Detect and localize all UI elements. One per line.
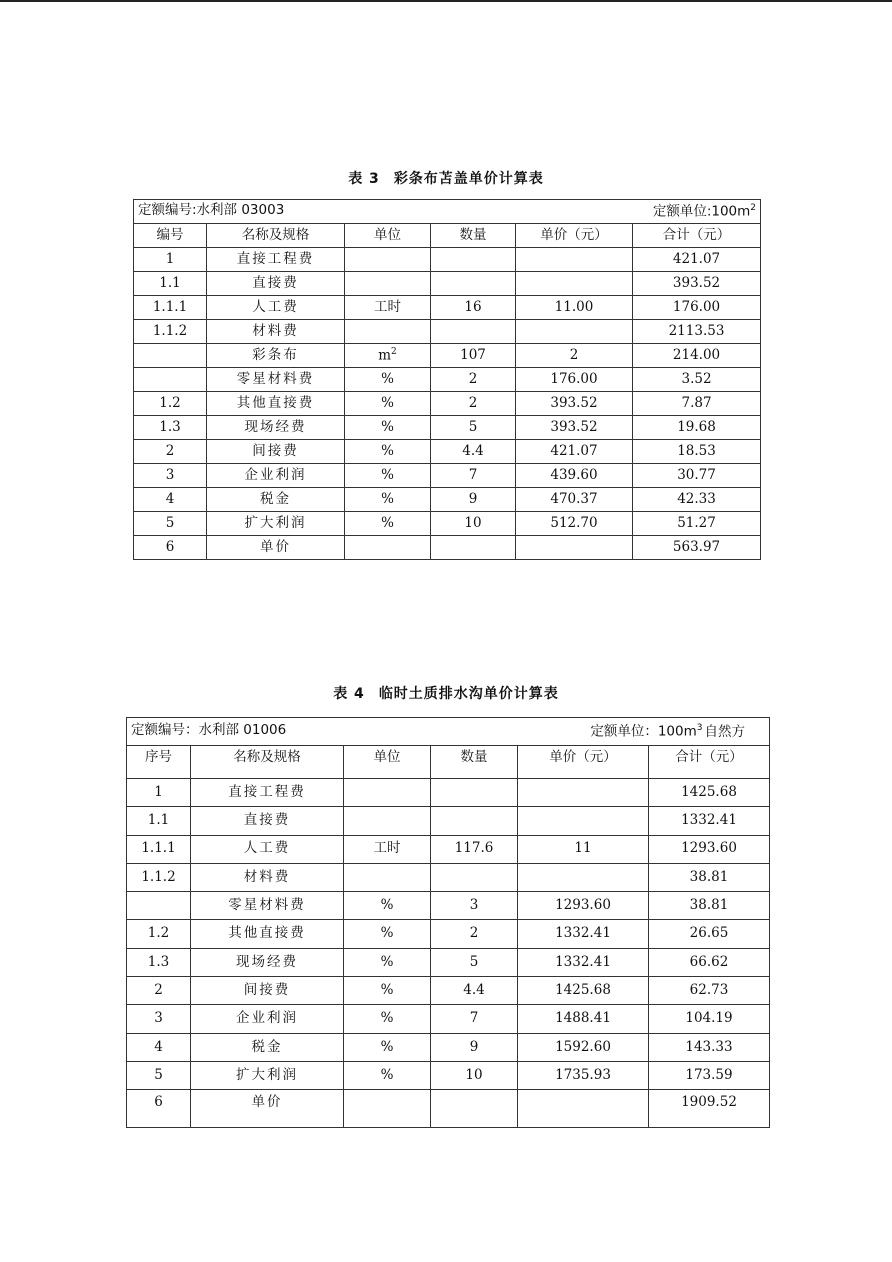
table4-row-number-cell: 1.2 [127,920,191,948]
table3-row-number-cell: 1.1.2 [134,320,207,344]
table3-header-cell: 合计（元） [633,224,761,248]
table3-quantity-cell: 4.4 [431,440,516,464]
page-top-border [0,0,892,2]
table3-row [134,392,761,416]
table4-unit-cell: % [344,1033,431,1061]
table4-item-name-cell: 直接费 [191,807,344,835]
table4-unit-cell: % [344,977,431,1005]
table4-item-name-cell: 单价 [191,1090,344,1128]
table4-meta-row [127,718,770,746]
table4-total-cell: 1425.68 [649,779,770,807]
table4-unit-price-cell: 11 [518,835,649,863]
table4-row [127,779,770,807]
table4-row [127,1061,770,1089]
table3-row [134,464,761,488]
table4-unit-price-cell: 1332.41 [518,948,649,976]
table4-caption [0,683,892,703]
table4-unit-cell [344,863,431,891]
table3-header-row [134,224,761,248]
table4-total-cell: 38.81 [649,863,770,891]
table3-total-cell: 3.52 [633,368,761,392]
table3-unit-cell [345,248,431,272]
table3-item-name-cell: 直接工程费 [207,248,345,272]
table3-unit-price-cell: 11.00 [516,296,633,320]
table4-item-name-cell: 间接费 [191,977,344,1005]
table4-row [127,920,770,948]
table4-header-row [127,746,770,779]
table4-unit-price-cell: 1488.41 [518,1005,649,1033]
table4-row-number-cell: 1 [127,779,191,807]
table3-header-cell: 编号 [134,224,207,248]
table4-total-cell: 26.65 [649,920,770,948]
table4-row [127,948,770,976]
table3-row-number-cell: 1.2 [134,392,207,416]
table3-row [134,344,761,368]
table4-unit-price-cell: 1425.68 [518,977,649,1005]
table3-unit-price-cell: 393.52 [516,392,633,416]
table3-total-cell: 563.97 [633,536,761,560]
table3-header-cell: 单价（元） [516,224,633,248]
table3-row [134,536,761,560]
table4-caption-number: 表 4 [333,686,365,702]
table4-unit-price-cell: 1592.60 [518,1033,649,1061]
table4-header-cell: 数量 [431,746,518,779]
table4-quantity-cell: 4.4 [431,977,518,1005]
table4 [126,717,770,1128]
table3-row [134,248,761,272]
table3-total-cell: 42.33 [633,488,761,512]
table3-unit-price-cell [516,248,633,272]
table4-row [127,1033,770,1061]
table3-quantity-cell: 5 [431,416,516,440]
table3-row-number-cell: 1.1 [134,272,207,296]
table3-row [134,488,761,512]
table3-quota-unit: 定额单位$:100m^2$ [652,203,757,220]
table4-row [127,807,770,835]
table4-quantity-cell [431,807,518,835]
table3-unit-cell: % [345,392,431,416]
table4-quantity-cell: 9 [431,1033,518,1061]
table3-row-number-cell: 1.3 [134,416,207,440]
table4-header-cell: 合计（元） [649,746,770,779]
table3-unit-cell: % [345,368,431,392]
table4-header-cell: 单价（元） [518,746,649,779]
table3-row [134,512,761,536]
table3-total-cell: 176.00 [633,296,761,320]
table3-item-name-cell: 企业利润 [207,464,345,488]
table4-item-name-cell: 现场经费 [191,948,344,976]
table4-row [127,1090,770,1128]
table4-item-name-cell: 企业利润 [191,1005,344,1033]
table4-quantity-cell: 117.6 [431,835,518,863]
table3-quota-number: 定额编号:水利部 03003 [138,202,285,218]
table4-quantity-cell [431,863,518,891]
table3-caption-number: 表 3 [348,171,380,187]
table3-quantity-cell: 2 [431,368,516,392]
table3-row [134,416,761,440]
table3-row-number-cell: 1 [134,248,207,272]
table3-unit-price-cell: 393.52 [516,416,633,440]
table3-unit-cell [345,320,431,344]
table4-row-number-cell: 2 [127,977,191,1005]
table4-row-number-cell: 5 [127,1061,191,1089]
table3-quantity-cell [431,248,516,272]
table4-row-number-cell: 3 [127,1005,191,1033]
table4-quantity-cell [431,779,518,807]
table3-row-number-cell: 6 [134,536,207,560]
table3-quantity-cell: 7 [431,464,516,488]
table3-item-name-cell: 材料费 [207,320,345,344]
table3-item-name-cell: 间接费 [207,440,345,464]
table4-unit-cell: % [344,948,431,976]
table3-unit-cell: % [345,488,431,512]
table3-quantity-cell: 9 [431,488,516,512]
table3-unit-price-cell: 176.00 [516,368,633,392]
table3-unit-price-cell [516,272,633,296]
table4-unit-price-cell: 1332.41 [518,920,649,948]
table3-unit-cell: % [345,512,431,536]
table4-unit-cell: % [344,1061,431,1089]
table3-row-number-cell: 1.1.1 [134,296,207,320]
table4-row-number-cell: 1.1 [127,807,191,835]
table3-row [134,320,761,344]
table4-row [127,977,770,1005]
table3-quantity-cell: 2 [431,392,516,416]
table4-total-cell: 1332.41 [649,807,770,835]
table3-row [134,368,761,392]
table3-item-name-cell: 彩条布 [207,344,345,368]
table3-unit-cell [345,272,431,296]
table3-row-number-cell: 3 [134,464,207,488]
table3-total-cell: 51.27 [633,512,761,536]
table4-header-cell: 名称及规格 [191,746,344,779]
table3-unit-price-cell: 470.37 [516,488,633,512]
table3-caption [0,168,892,188]
table4-total-cell: 143.33 [649,1033,770,1061]
table3-meta-row [134,200,761,224]
table4-item-name-cell: 税金 [191,1033,344,1061]
table4-header-cell: 序号 [127,746,191,779]
table4-row-number-cell [127,892,191,920]
table4-row-number-cell: 6 [127,1090,191,1128]
table3-unit-price-cell: 512.70 [516,512,633,536]
table3-row-number-cell: 4 [134,488,207,512]
table4-quantity-cell: 2 [431,920,518,948]
table3-row-number-cell: 2 [134,440,207,464]
table3-total-cell: 7.87 [633,392,761,416]
table3-unit-cell: $m^2$ [345,344,431,368]
table3-unit-price-cell: 2 [516,344,633,368]
table4-item-name-cell: 零星材料费 [191,892,344,920]
table3-row [134,272,761,296]
table3-item-name-cell: 其他直接费 [207,392,345,416]
table3-header-cell: 数量 [431,224,516,248]
table3-quantity-cell [431,272,516,296]
table3-unit-cell: % [345,440,431,464]
table4-total-cell: 1293.60 [649,835,770,863]
table4-unit-price-cell [518,1090,649,1128]
table4-total-cell: 62.73 [649,977,770,1005]
table4-quantity-cell [431,1090,518,1128]
table4-quantity-cell: 3 [431,892,518,920]
table4-row [127,1005,770,1033]
table3-total-cell: 214.00 [633,344,761,368]
table3-total-cell: 393.52 [633,272,761,296]
table3-quantity-cell [431,320,516,344]
table3-quantity-cell: 107 [431,344,516,368]
table4-total-cell: 1909.52 [649,1090,770,1128]
table4-unit-price-cell: 1293.60 [518,892,649,920]
table3-unit-price-cell [516,536,633,560]
table4-item-name-cell: 直接工程费 [191,779,344,807]
table4-total-cell: 38.81 [649,892,770,920]
table4-unit-cell: % [344,920,431,948]
table4-unit-price-cell [518,779,649,807]
table3-item-name-cell: 直接费 [207,272,345,296]
table3-quantity-cell [431,536,516,560]
table4-unit-cell [344,1090,431,1128]
table4-unit-price-cell: 1735.93 [518,1061,649,1089]
table3-item-name-cell: 扩大利润 [207,512,345,536]
table4-header-cell: 单位 [344,746,431,779]
table4-row-number-cell: 1.1.1 [127,835,191,863]
table3-row [134,296,761,320]
table4-unit-price-cell [518,807,649,835]
table3-item-name-cell: 单价 [207,536,345,560]
table3-unit-cell [345,536,431,560]
table3-unit-price-cell: 421.07 [516,440,633,464]
table3-row-number-cell [134,368,207,392]
table3-row-number-cell: 5 [134,512,207,536]
table4-item-name-cell: 人工费 [191,835,344,863]
table4-unit-cell [344,779,431,807]
table4-unit-cell: % [344,892,431,920]
table4-quantity-cell: 5 [431,948,518,976]
table4-item-name-cell: 材料费 [191,863,344,891]
table4-item-name-cell: 其他直接费 [191,920,344,948]
table3-unit-price-cell [516,320,633,344]
table4-row-number-cell: 4 [127,1033,191,1061]
table3-unit-cell: 工时 [345,296,431,320]
table4-quota-unit: 定额单位：$100m^3$ 自然方 [590,723,745,740]
table3-total-cell: 421.07 [633,248,761,272]
table3 [133,199,761,560]
table4-total-cell: 104.19 [649,1005,770,1033]
table3-row [134,440,761,464]
table4-row [127,892,770,920]
table4-quota-number: 定额编号：水利部 01006 [131,722,287,738]
table3-item-name-cell: 人工费 [207,296,345,320]
table3-header-cell: 名称及规格 [207,224,345,248]
table3-caption-title: 彩条布苫盖单价计算表 [393,171,544,187]
table4-unit-price-cell [518,863,649,891]
table4-row [127,835,770,863]
table3-item-name-cell: 税金 [207,488,345,512]
table4-quantity-cell: 7 [431,1005,518,1033]
table4-row [127,863,770,891]
table4-quantity-cell: 10 [431,1061,518,1089]
table3-quantity-cell: 10 [431,512,516,536]
table4-row-number-cell: 1.3 [127,948,191,976]
table3-quantity-cell: 16 [431,296,516,320]
table4-total-cell: 66.62 [649,948,770,976]
table4-total-cell: 173.59 [649,1061,770,1089]
table3-item-name-cell: 现场经费 [207,416,345,440]
table3-total-cell: 19.68 [633,416,761,440]
table4-row-number-cell: 1.1.2 [127,863,191,891]
table4-item-name-cell: 扩大利润 [191,1061,344,1089]
table4-unit-cell: % [344,1005,431,1033]
table3-unit-cell: % [345,416,431,440]
table4-caption-title: 临时土质排水沟单价计算表 [378,686,559,702]
table4-unit-cell: 工时 [344,835,431,863]
table3-total-cell: 30.77 [633,464,761,488]
table4-unit-cell [344,807,431,835]
table3-row-number-cell [134,344,207,368]
table3-total-cell: 18.53 [633,440,761,464]
table3-total-cell: 2113.53 [633,320,761,344]
table3-unit-cell: % [345,464,431,488]
table3-item-name-cell: 零星材料费 [207,368,345,392]
table3-unit-price-cell: 439.60 [516,464,633,488]
table3-header-cell: 单位 [345,224,431,248]
